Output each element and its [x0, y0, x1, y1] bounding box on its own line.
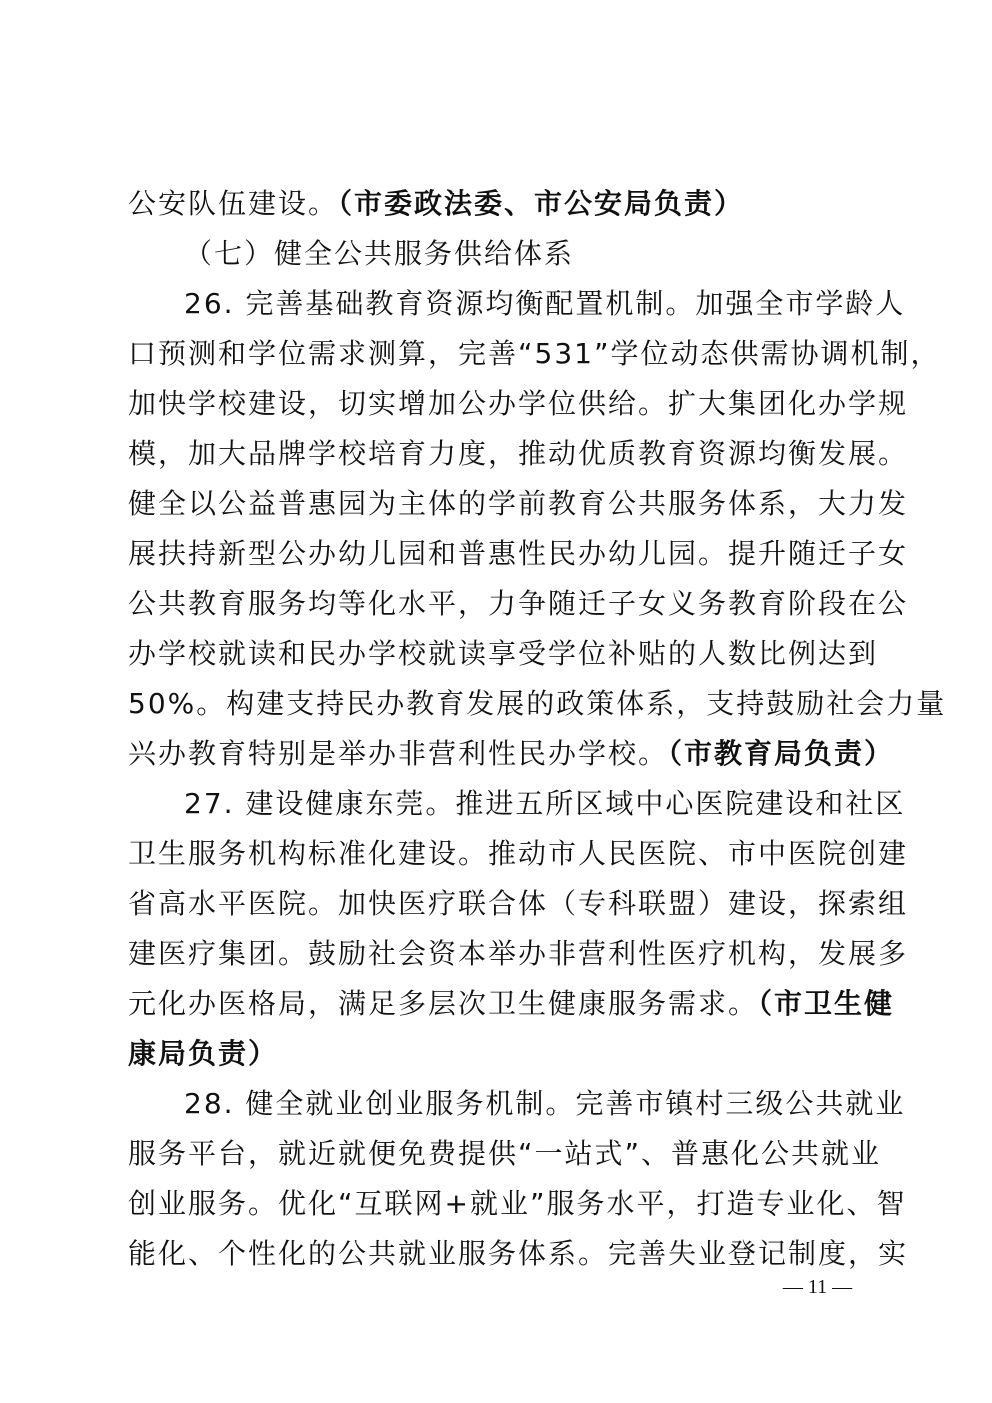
text-normal: 26. 完善基础教育资源均衡配置机制。加强全市学龄人 — [184, 287, 906, 320]
text-line — [128, 833, 909, 875]
text-normal: 建医疗集团。鼓励社会资本举办非营利性医疗机构，发展多 — [128, 937, 909, 970]
text-normal: 加快学校建设，切实增加公办学位供给。扩大集团化办学规 — [128, 387, 909, 420]
text-normal: 模，加大品牌学校培育力度，推动优质教育资源均衡发展。 — [128, 437, 909, 470]
text-normal: 卫生服务机构标准化建设。推动市人民医院、市中医院创建 — [128, 837, 909, 870]
text-normal: 健全以公益普惠园为主体的学前教育公共服务体系，大力发 — [128, 487, 909, 520]
text-line — [128, 1133, 882, 1175]
text-normal: 元化办医格局，满足多层次卫生健康服务需求。 — [128, 987, 759, 1020]
text-line — [128, 583, 909, 625]
text-bold: 康局负责） — [128, 1037, 279, 1070]
text-line — [128, 933, 909, 975]
text-bold: （市卫生健 — [758, 987, 895, 1020]
text-normal: 能化、个性化的公共就业服务体系。完善失业登记制度，实 — [128, 1237, 909, 1270]
text-line — [128, 333, 941, 375]
text-normal: 公共教育服务均等化水平，力争随迁子女义务教育阶段在公 — [128, 587, 909, 620]
text-normal: 创业服务。优化“互联网+就业”服务水平，打造专业化、智 — [128, 1187, 907, 1220]
text-normal: 办学校就读和民办学校就读享受学位补贴的人数比例达到 — [128, 637, 879, 670]
text-line — [128, 883, 909, 925]
text-normal: （七）健全公共服务供给体系 — [184, 237, 575, 270]
text-line — [128, 483, 909, 525]
text-normal: 展扶持新型公办幼儿园和普惠性民办幼儿园。提升随迁子女 — [128, 537, 909, 570]
text-bold: （市委政法委、市公安局负责） — [338, 187, 745, 220]
text-normal: 27. 建设健康东莞。推进五所区域中心医院建设和社区 — [184, 787, 906, 820]
text-line — [128, 183, 868, 225]
text-line — [128, 633, 879, 675]
text-normal: 兴办教育特别是举办非营利性民办学校。 — [128, 737, 669, 770]
text-line — [128, 433, 909, 475]
section-heading — [184, 233, 575, 275]
text-line — [128, 983, 895, 1025]
text-normal: 50%。构建支持民办教育发展的政策体系，支持鼓励社会力量 — [128, 687, 947, 720]
text-normal: 公安队伍建设。 — [128, 187, 339, 220]
page-number: — 11 — — [782, 1276, 853, 1298]
text-normal: 口预测和学位需求测算，完善“531”学位动态供需协调机制， — [128, 337, 941, 370]
text-line — [184, 783, 906, 825]
text-normal: 省高水平医院。加快医疗联合体（专科联盟）建设，探索组 — [128, 887, 909, 920]
text-line — [184, 283, 906, 325]
text-line — [128, 1183, 907, 1225]
text-line — [128, 1033, 868, 1075]
text-normal: 服务平台，就近就便免费提供“一站式”、普惠化公共就业 — [128, 1137, 882, 1170]
text-line — [128, 383, 909, 425]
text-line — [128, 533, 909, 575]
text-normal: 28. 健全就业创业服务机制。完善市镇村三级公共就业 — [184, 1087, 906, 1120]
text-line — [128, 1233, 909, 1275]
text-line — [184, 1083, 906, 1125]
text-line — [128, 733, 895, 775]
text-line — [128, 683, 947, 725]
text-bold: （市教育局负责） — [668, 737, 895, 770]
